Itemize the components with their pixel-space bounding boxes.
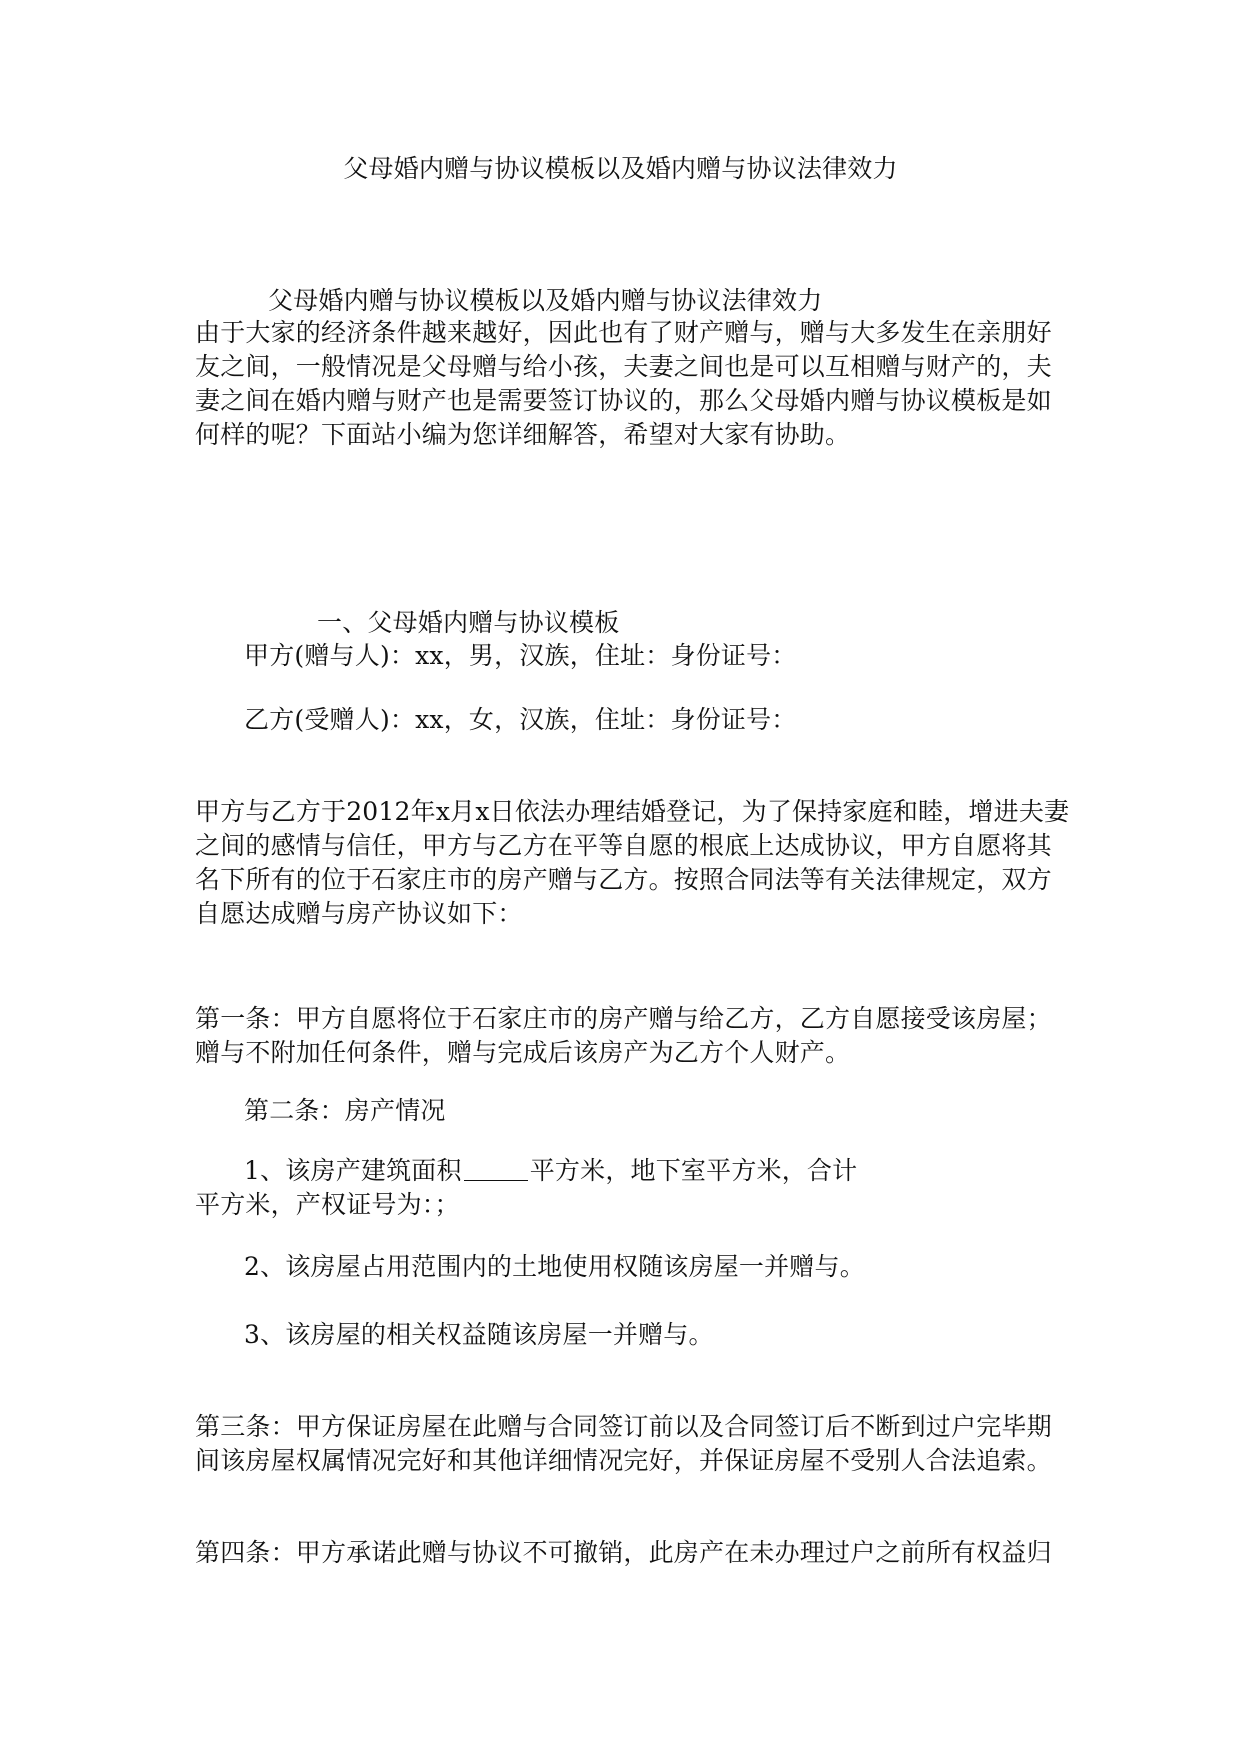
intro-line: 何样的呢？下面站小编为您详细解答，希望对大家有协助。 — [195, 420, 851, 449]
section-heading: 一、父母婚内赠与协议模板 — [317, 608, 620, 637]
preamble-line: 名下所有的位于石家庄市的房产赠与乙方。按照合同法等有关法律规定，双方 — [195, 865, 1052, 894]
party-a-line: 甲方(赠与人)：xx，男，汉族，住址：身份证号： — [244, 641, 797, 670]
intro-line: 由于大家的经济条件越来越好，因此也有了财产赠与，赠与大多发生在亲朋好 — [195, 318, 1052, 347]
article-2-item-1-text-cont: 平方米，地下室平方米，合计 — [529, 1156, 858, 1185]
article-3-line: 第三条：甲方保证房屋在此赠与合同签订前以及合同签订后不断到过户完毕期 — [195, 1412, 1052, 1441]
article-2-item-3: 3、该房屋的相关权益随该房屋一并赠与。 — [244, 1320, 714, 1349]
article-3-line: 间该房屋权属情况完好和其他详细情况完好，并保证房屋不受别人合法追索。 — [195, 1446, 1052, 1475]
article-2-item-2: 2、该房屋占用范围内的土地使用权随该房屋一并赠与。 — [244, 1252, 865, 1281]
preamble-line: 之间的感情与信任，甲方与乙方在平等自愿的根底上达成协议，甲方自愿将其 — [195, 831, 1052, 860]
article-2-heading: 第二条：房产情况 — [244, 1096, 446, 1125]
intro-line: 友之间，一般情况是父母赠与给小孩，夫妻之间也是可以互相赠与财产的，夫 — [195, 352, 1052, 381]
article-2-item-1-line-2: 平方米，产权证号为：； — [195, 1190, 460, 1219]
intro-line: 妻之间在婚内赠与财产也是需要签订协议的，那么父母婚内赠与协议模板是如 — [195, 386, 1052, 415]
article-2-item-1 — [244, 1154, 857, 1188]
preamble-line: 自愿达成赠与房产协议如下： — [195, 899, 523, 928]
article-2-item-1-text: 1、该房产建筑面积 — [244, 1156, 462, 1185]
article-4-line: 第四条：甲方承诺此赠与协议不可撤销，此房产在未办理过户之前所有权益归 — [195, 1538, 1052, 1567]
article-1-line: 第一条：甲方自愿将位于石家庄市的房产赠与给乙方，乙方自愿接受该房屋； — [195, 1004, 1052, 1033]
document-title: 父母婚内赠与协议模板以及婚内赠与协议法律效力 — [343, 154, 898, 183]
preamble-line: 甲方与乙方于2012年x月x日依法办理结婚登记，为了保持家庭和睦，增进夫妻 — [195, 797, 1070, 826]
party-b-line: 乙方(受赠人)：xx，女，汉族，住址：身份证号： — [244, 705, 797, 734]
blank-field-line — [464, 1156, 528, 1181]
article-1-line: 赠与不附加任何条件，赠与完成后该房产为乙方个人财产。 — [195, 1038, 851, 1067]
intro-heading: 父母婚内赠与协议模板以及婚内赠与协议法律效力 — [268, 286, 823, 315]
